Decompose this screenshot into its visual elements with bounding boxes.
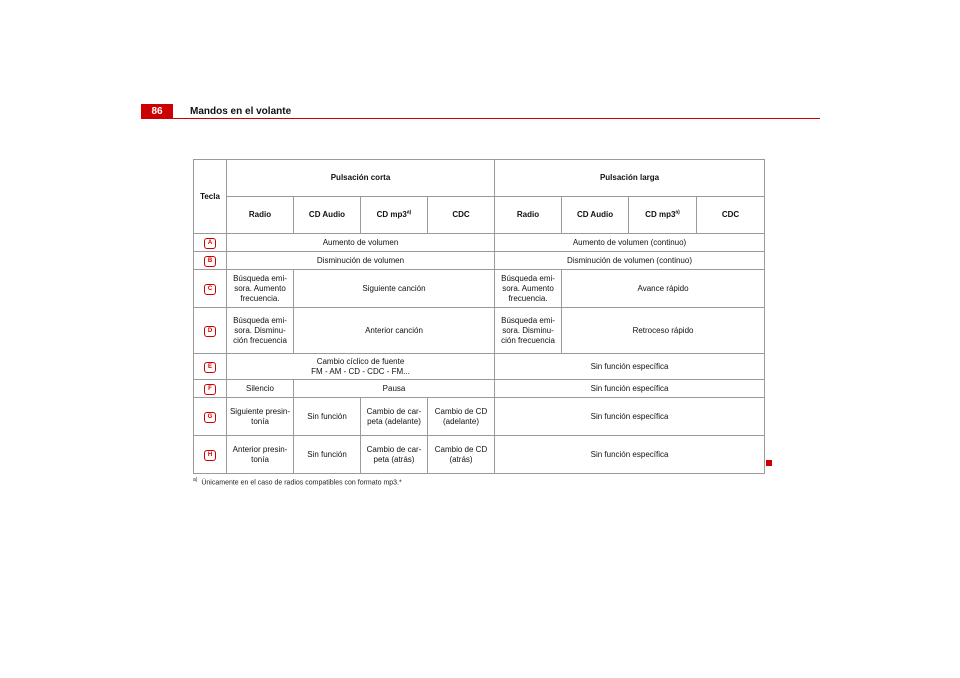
footnote-text: Únicamente en el caso de radios compatibles con formato mp3.*	[201, 479, 402, 487]
key-badge: D	[204, 326, 216, 337]
steering-controls-table	[193, 159, 765, 474]
long-press-cell: Sin función específica	[495, 398, 765, 436]
long-radio-cell: Búsqueda emi-sora. Disminu-ción frecuencia	[495, 308, 562, 354]
short-radio-cell: Búsqueda emi-sora. Disminu-ción frecuencia	[227, 308, 294, 354]
header-rule	[141, 118, 820, 119]
key-cell	[194, 354, 227, 380]
short-cdc-cell: Cambio de CD (adelante)	[428, 398, 495, 436]
table-row	[194, 252, 765, 270]
short-press-line: FM - AM - CD - CDC - FM...	[311, 366, 410, 376]
long-cd-cell: Avance rápido	[562, 270, 765, 308]
long-cd-mp3-header	[629, 197, 697, 234]
cd-mp3-label: CD mp3	[645, 210, 676, 219]
section-end-marker	[766, 460, 772, 466]
key-cell	[194, 270, 227, 308]
key-badge: B	[204, 256, 216, 267]
long-radio-cell: Búsqueda emi-sora. Aumento frecuencia.	[495, 270, 562, 308]
key-cell	[194, 252, 227, 270]
short-cd-cell: Siguiente canción	[294, 270, 495, 308]
short-press-line: Cambio cíclico de fuente	[316, 356, 405, 366]
short-radio-cell: Anterior presin-tonía	[227, 436, 294, 474]
key-badge: G	[204, 412, 216, 423]
short-cd-cell: Anterior canción	[294, 308, 495, 354]
short-press-cell: Aumento de volumen	[227, 234, 495, 252]
short-cd-mp3-header	[361, 197, 428, 234]
short-press-header: Pulsación corta	[227, 160, 495, 197]
long-press-cell: Sin función específica	[495, 354, 765, 380]
short-radio-header: Radio	[227, 197, 294, 234]
table-row	[194, 436, 765, 474]
long-press-cell: Aumento de volumen (continuo)	[495, 234, 765, 252]
long-radio-header: Radio	[495, 197, 562, 234]
long-press-cell: Disminución de volumen (continuo)	[495, 252, 765, 270]
short-cdc-cell: Cambio de CD (atrás)	[428, 436, 495, 474]
table-row	[194, 354, 765, 380]
short-press-cell	[227, 354, 495, 380]
table-row	[194, 308, 765, 354]
key-badge: H	[204, 450, 216, 461]
key-badge: F	[204, 384, 216, 395]
long-cdc-header: CDC	[697, 197, 765, 234]
long-cd-audio-header: CD Audio	[562, 197, 629, 234]
table-row	[194, 234, 765, 252]
short-cd-audio-cell: Sin función	[294, 398, 361, 436]
table-row	[194, 398, 765, 436]
table-row	[194, 270, 765, 308]
key-cell	[194, 436, 227, 474]
short-cdc-header: CDC	[428, 197, 495, 234]
key-cell	[194, 308, 227, 354]
table-row	[194, 380, 765, 398]
short-cd-mp3-cell: Cambio de car-peta (adelante)	[361, 398, 428, 436]
key-cell	[194, 398, 227, 436]
short-radio-cell: Silencio	[227, 380, 294, 398]
cd-mp3-label: CD mp3	[376, 210, 407, 219]
short-radio-cell: Búsqueda emi-sora. Aumento frecuencia.	[227, 270, 294, 308]
key-cell	[194, 380, 227, 398]
key-badge: A	[204, 238, 216, 249]
footnote	[193, 477, 402, 486]
page-number: 86	[141, 104, 173, 119]
short-press-cell: Disminución de volumen	[227, 252, 495, 270]
short-cd-cell: Pausa	[294, 380, 495, 398]
key-badge: E	[204, 362, 216, 373]
footnote-ref: a)	[675, 209, 680, 216]
footnote-marker: a)	[193, 477, 198, 483]
short-cd-audio-header: CD Audio	[294, 197, 361, 234]
long-press-cell: Sin función específica	[495, 436, 765, 474]
key-cell	[194, 234, 227, 252]
page-title: Mandos en el volante	[190, 106, 292, 117]
key-column-header: Tecla	[194, 160, 227, 234]
footnote-ref: a)	[406, 209, 412, 216]
key-badge: C	[204, 284, 216, 295]
long-press-cell: Sin función específica	[495, 380, 765, 398]
short-radio-cell: Siguiente presin-tonía	[227, 398, 294, 436]
short-cd-audio-cell: Sin función	[294, 436, 361, 474]
long-cd-cell: Retroceso rápido	[562, 308, 765, 354]
short-cd-mp3-cell: Cambio de car-peta (atrás)	[361, 436, 428, 474]
long-press-header: Pulsación larga	[495, 160, 765, 197]
